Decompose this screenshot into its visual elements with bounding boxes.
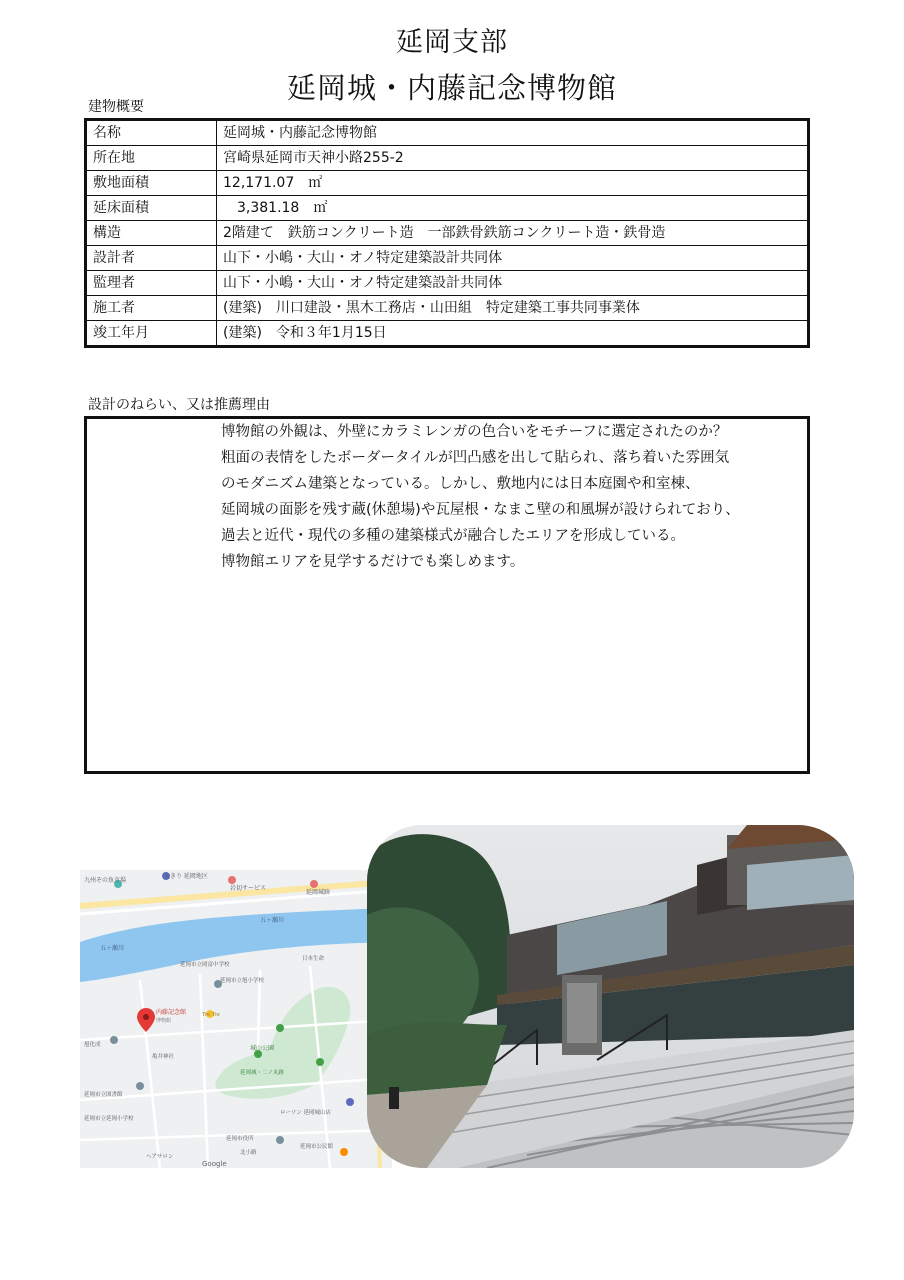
building-photo <box>367 825 854 1168</box>
overview-row <box>86 296 809 321</box>
overview-row <box>86 321 809 347</box>
map-park-label-2: 延岡城・二ノ丸跡 <box>240 1070 285 1076</box>
overview-row <box>86 146 809 171</box>
reason-text <box>221 419 740 575</box>
map-river-label: 五ヶ瀬川 <box>260 917 285 924</box>
overview-table <box>84 118 810 348</box>
overview-value: 山下・小嶋・大山・オノ特定建築設計共同体 <box>217 271 809 296</box>
reason-line: 過去と近代・現代の多種の建築様式が融合したエリアを形成している。 <box>221 528 685 544</box>
reason-line: 博物館の外観は、外壁にカラミレンガの色合いをモチーフに選定されたのか？ <box>221 424 728 440</box>
map-label-e: 延岡市立延岡小学校 <box>84 1116 134 1122</box>
overview-key: 敷地面積 <box>86 171 217 196</box>
map-label-far-right: 延岡城跡 <box>306 889 331 896</box>
map-park-label: 城山公園 <box>250 1045 275 1052</box>
overview-section-label: 建物概要 <box>88 99 144 115</box>
map-river-label-2: 五ヶ瀬川 <box>100 945 125 952</box>
map-pin-sublabel: 博物館 <box>156 1018 172 1024</box>
map-label-l: 北小路 <box>240 1150 257 1156</box>
overview-row <box>86 246 809 271</box>
overview-value: 宮崎県延岡市天神小路255-2 <box>217 146 809 171</box>
google-logo: Google <box>202 1160 227 1168</box>
map-label-d: 亀井神社 <box>152 1054 175 1060</box>
reason-line: 延岡城の面影を残す蔵(休憩場)や瓦屋根・なまこ壁の和風塀が設けられており、 <box>221 502 740 518</box>
building-title: 延岡城・内藤記念博物館 <box>286 71 617 105</box>
overview-row <box>86 221 809 246</box>
overview-row <box>86 196 809 221</box>
overview-key: 所在地 <box>86 146 217 171</box>
overview-key: 設計者 <box>86 246 217 271</box>
overview-value: 3,381.18 ㎡ <box>217 196 809 221</box>
map-label-top-mid: 大きり 延岡地区 <box>164 873 208 880</box>
map-label-f: ローソン 延岡城山店 <box>280 1110 332 1116</box>
map-label-j: 延岡市立図書館 <box>84 1092 123 1098</box>
map-label-top-right: 岩切サービス <box>230 885 267 892</box>
overview-key: 名称 <box>86 120 217 146</box>
overview-key: 構造 <box>86 221 217 246</box>
reason-section-label: 設計のねらい、又は推薦理由 <box>88 397 270 413</box>
reason-line: 粗面の表情をしたボーダータイルが凹凸感を出して貼られ、落ち着いた雰囲気 <box>221 450 730 466</box>
map-label-a: 延岡市立岡富中学校 <box>180 962 230 968</box>
overview-value: 山下・小嶋・大山・オノ特定建築設計共同体 <box>217 246 809 271</box>
map-label-b: 延岡市立旭小学校 <box>220 978 265 984</box>
overview-value: 延岡城・内藤記念博物館 <box>217 120 809 146</box>
overview-key: 施工者 <box>86 296 217 321</box>
overview-value: 2階建て 鉄筋コンクリート造 一部鉄骨鉄筋コンクリート造・鉄骨造 <box>217 221 809 246</box>
map-label-top-left: 九州ぞの魚市場 <box>84 877 127 884</box>
overview-key: 監理者 <box>86 271 217 296</box>
building-photo-graphic <box>367 825 854 1168</box>
map-label-k: 延岡市公民館 <box>300 1144 334 1150</box>
map-graphic <box>80 870 392 1168</box>
overview-value: 12,171.07 ㎡ <box>217 171 809 196</box>
map-label-c: 日本生命 <box>302 956 325 962</box>
map-label-i: 旭化成 <box>84 1042 101 1048</box>
reason-line: のモダニズム建築となっている。しかし、敷地内には日本庭園や和室棟、 <box>221 476 700 492</box>
map-shop-label: Tre Tre <box>202 1012 220 1018</box>
map-label-g: 延岡市役所 <box>226 1136 254 1142</box>
location-map[interactable] <box>80 870 392 1168</box>
overview-row <box>86 271 809 296</box>
overview-row <box>86 171 809 196</box>
map-label-h: ヘアサロン <box>146 1154 174 1160</box>
reason-line: 博物館エリアを見学するだけでも楽しめます。 <box>221 554 525 570</box>
map-pin-label: 内藤記念館 <box>156 1009 187 1016</box>
reason-box <box>84 416 810 774</box>
branch-title: 延岡支部 <box>396 27 508 58</box>
overview-row <box>86 120 809 146</box>
overview-value: (建築) 令和３年1月15日 <box>217 321 809 347</box>
overview-key: 竣工年月 <box>86 321 217 347</box>
overview-value: (建築) 川口建設・黒木工務店・山田組 特定建築工事共同事業体 <box>217 296 809 321</box>
overview-key: 延床面積 <box>86 196 217 221</box>
